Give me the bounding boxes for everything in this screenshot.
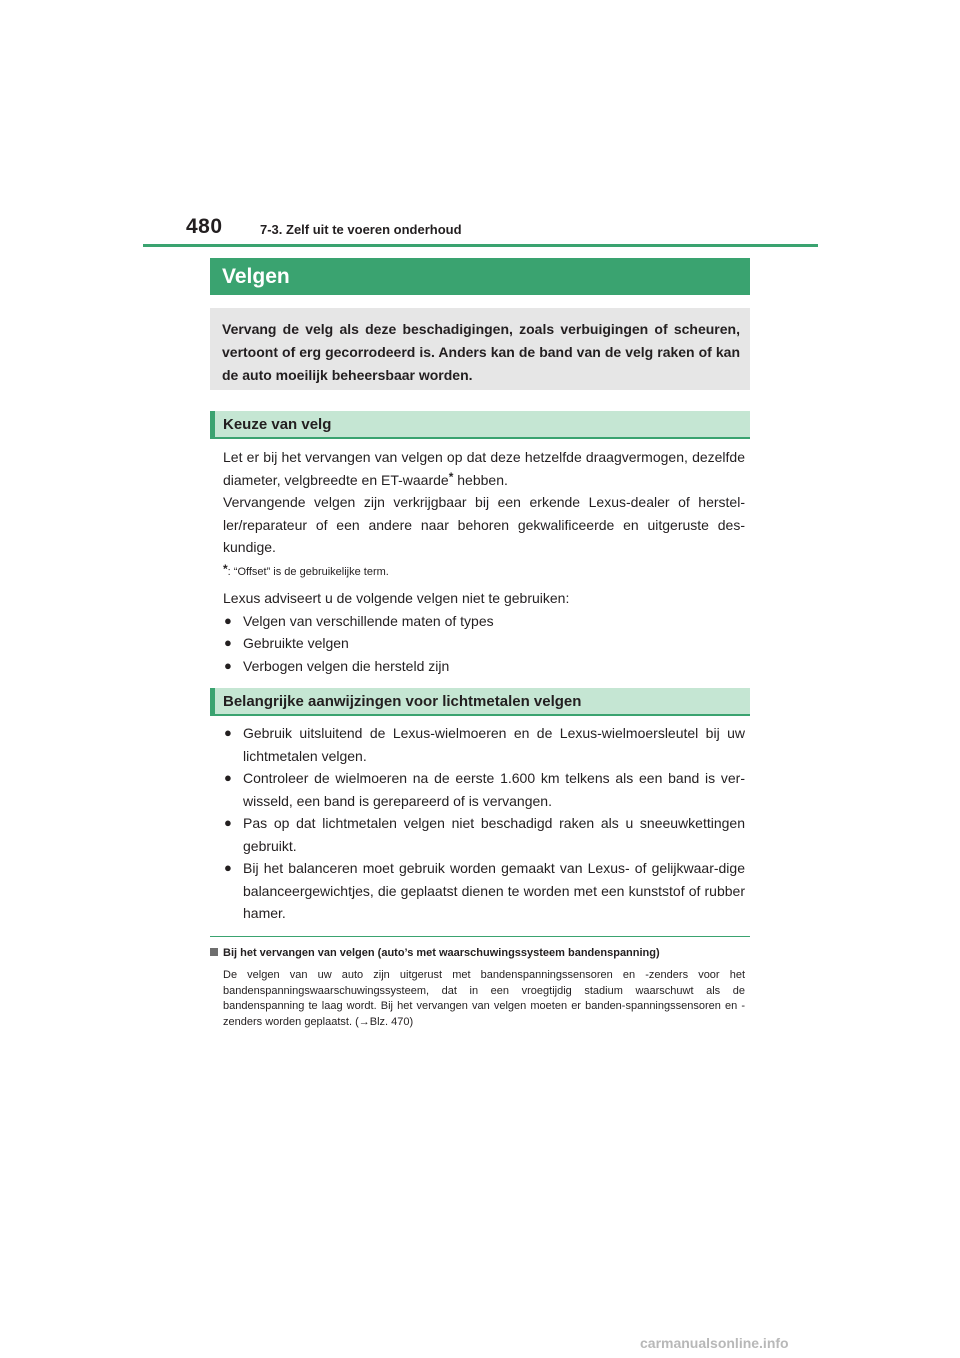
list-item: ● Bij het balanceren moet gebruik worden gemaakt van Lexus- of gelijkwaar-dige balanceergewichtjes, die geplaatst dienen te worden met een kunststof of rubber hamer.: [223, 857, 745, 925]
watermark: carmanualsonline.info: [640, 1335, 789, 1351]
list-item: ● Pas op dat lichtmetalen velgen niet beschadigd raken als u sneeuwkettingen gebruikt.: [223, 812, 745, 857]
footnote-asterisk: *: [223, 561, 228, 576]
bullet-dot-icon: ●: [224, 815, 232, 830]
keuze-body: [223, 446, 745, 677]
lichtmetaal-body: [223, 722, 745, 925]
bottom-rule: [210, 936, 750, 937]
note-text: De velgen van uw auto zijn uitgerust met bandenspanningssensoren en -zenders voor het bandenspanningswaarschuwingssysteem, dat in een vroegtijdig stadium waarschuwt als de bandenspanning te laag wordt. Bij het vervangen van velgen moeten er banden-spanningssensoren en -zenders worden geplaatst. (→Blz. 470): [223, 969, 745, 1028]
section-title: Velgen: [210, 258, 750, 295]
page-number: 480: [186, 215, 223, 238]
footnote: *: “Offset” is de gebruikelijke term.: [223, 561, 389, 578]
subsection-heading-lichtmetaal: Belangrijke aanwijzingen voor lichtmetalen velgen: [210, 688, 750, 716]
intro-box: Vervang de velg als deze beschadigingen, zoals verbuigingen of scheuren, vertoont of erg gecorrodeerd is. Anders kan de band van de velg raken of kan de auto moeilijk beheersbaar worden.: [210, 308, 750, 390]
bullet-dot-icon: ●: [224, 860, 232, 875]
list-item: ● Gebruik uitsluitend de Lexus-wielmoeren en de Lexus-wielmoersleutel bij uw lichtmetalen velgen.: [223, 722, 745, 767]
asterisk-mark: *: [448, 469, 454, 484]
lichtmetaal-bullet-list: [223, 722, 745, 925]
list-item: ● Gebruikte velgen: [223, 632, 745, 655]
bullet-dot-icon: ●: [224, 612, 232, 628]
bullet-dot-icon: ●: [224, 635, 232, 650]
list-item: ● Velgen van verschillende maten of types: [223, 610, 745, 633]
list-item: ● Controleer de wielmoeren na de eerste 1.600 km telkens als een band is ver-wisseld, een band is gerepareerd of is vervangen.: [223, 767, 745, 812]
advice-text: Lexus adviseert u de volgende velgen niet te gebruiken:: [223, 590, 570, 606]
running-head: 7-3. Zelf uit te voeren onderhoud: [260, 222, 462, 237]
bullet-dot-icon: ●: [224, 725, 232, 740]
square-bullet-icon: [210, 948, 218, 956]
list-item: ● Verbogen velgen die hersteld zijn: [223, 655, 745, 678]
bullet-dot-icon: ●: [224, 770, 232, 785]
header-rule: [143, 244, 818, 247]
subsection-heading-keuze: Keuze van velg: [210, 411, 750, 439]
bullet-dot-icon: ●: [224, 657, 232, 673]
note-heading: Bij het vervangen van velgen (auto’s met waarschuwingssysteem bandenspanning): [210, 947, 660, 959]
keuze-paragraph-1: Let er bij het vervangen van velgen op dat deze hetzelfde draagvermogen, dezelfde diameter, velgbreedte en ET-waarde* hebben.: [223, 449, 745, 488]
keuze-paragraph-2: Vervangende velgen zijn verkrijgbaar bij een erkende Lexus-dealer of herstel-ler/reparateur of een andere naar behoren gekwalificeerde en uitgeruste des-kundige.: [223, 494, 745, 555]
keuze-bullet-list: [223, 610, 745, 678]
